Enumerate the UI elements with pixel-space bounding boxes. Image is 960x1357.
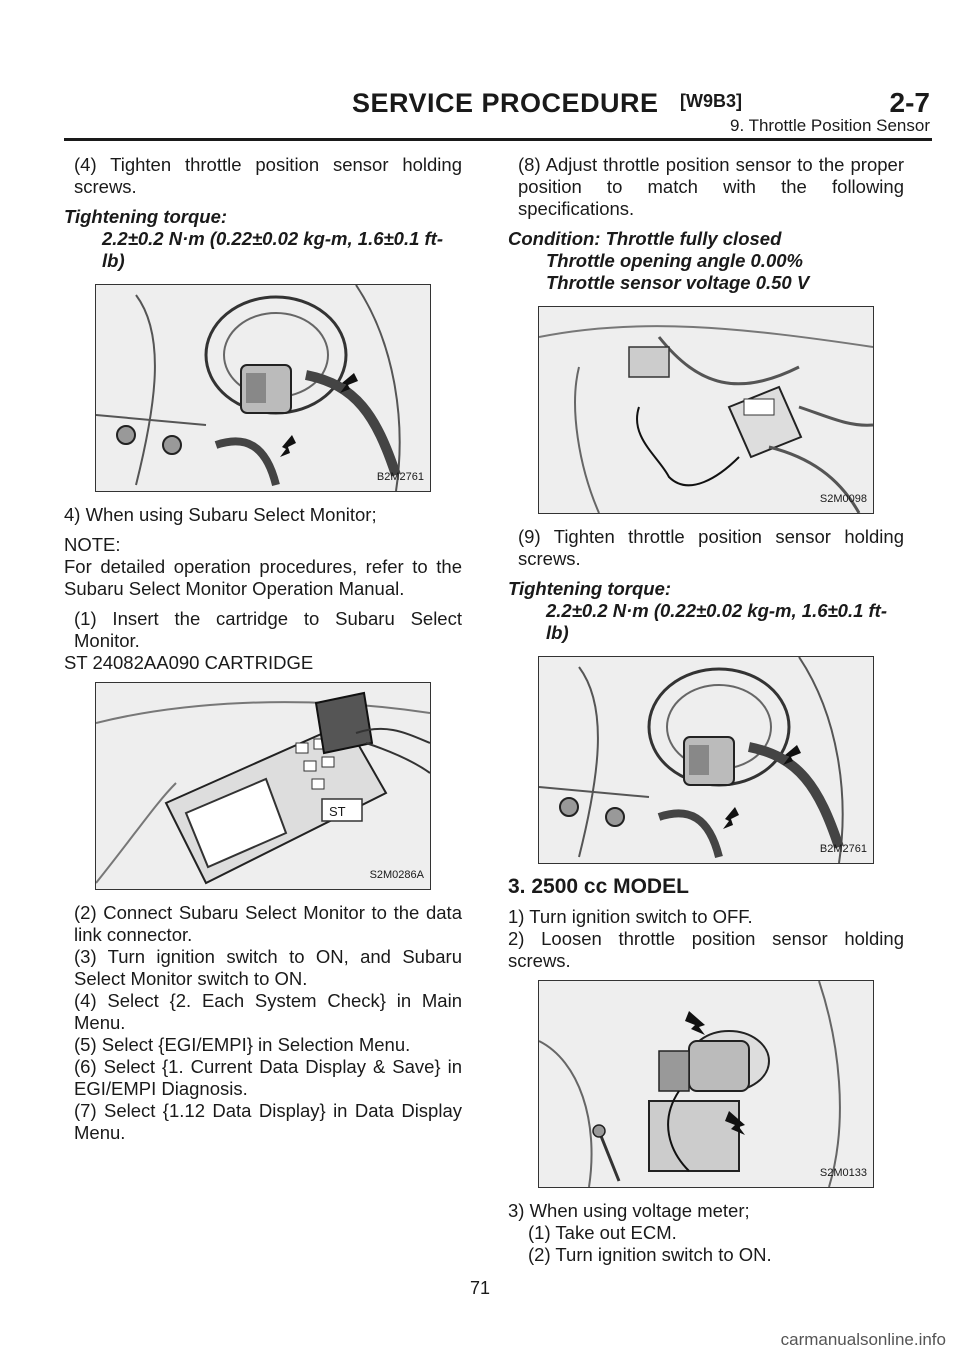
step-voltage-meter: 3) When using voltage meter;	[508, 1200, 750, 1221]
step-select-data-display: (7) Select {1.12 Data Display} in Data Display Menu.	[74, 1100, 462, 1143]
figure-code: S2M0286A	[369, 869, 424, 881]
monitor-connected-illustration	[539, 307, 873, 513]
note-label: NOTE:	[64, 534, 121, 555]
left-column	[64, 154, 462, 1144]
figure-select-monitor	[95, 682, 431, 890]
special-tool-line: ST 24082AA090 CARTRIDGE	[64, 652, 314, 673]
figure-throttle-sensor	[95, 284, 431, 492]
right-column	[508, 154, 904, 1266]
section-heading-2500cc: 3. 2500 cc MODEL	[508, 875, 689, 898]
note-text: For detailed operation procedures, refer to the Subaru Select Monitor Operation Manual.	[64, 556, 462, 599]
section-title: SERVICE PROCEDURE	[352, 88, 659, 118]
special-tool-callout: ST	[329, 804, 346, 819]
step-select-monitor: 4) When using Subaru Select Monitor;	[64, 504, 377, 525]
figure-2500cc-sensor	[538, 980, 874, 1188]
step-select-system-check: (4) Select {2. Each System Check} in Main Menu.	[74, 990, 462, 1033]
step-select-egi: (5) Select {EGI/EMPI} in Selection Menu.	[74, 1034, 411, 1055]
figure-throttle-sensor-2	[538, 656, 874, 864]
step-select-current-data: (6) Select {1. Current Data Display & Save} in EGI/EMPI Diagnosis.	[74, 1056, 462, 1099]
step-tighten-screws: (4) Tighten throttle position sensor holding screws.	[74, 154, 462, 197]
figure-code: S2M0133	[819, 1167, 867, 1179]
condition-voltage: Throttle sensor voltage 0.50 V	[546, 272, 810, 293]
condition-label: Condition: Throttle fully closed	[508, 228, 782, 249]
step-take-out-ecm: (1) Take out ECM.	[528, 1222, 677, 1243]
figure-code: S2M0098	[819, 493, 867, 505]
step-tighten-screws-2: (9) Tighten throttle position sensor holding screws.	[518, 526, 904, 569]
figure-code: B2M2761	[376, 471, 424, 483]
torque-value-2: 2.2±0.2 N·m (0.22±0.02 kg-m, 1.6±0.1 ft-lb)	[546, 600, 887, 643]
step-ignition-on-2: (2) Turn ignition switch to ON.	[528, 1244, 772, 1265]
chapter-number: 2-7	[889, 87, 930, 118]
torque-label-2: Tightening torque:	[508, 578, 672, 599]
page-header	[64, 60, 932, 140]
torque-value: 2.2±0.2 N·m (0.22±0.02 kg-m, 1.6±0.1 ft-lb)	[102, 228, 443, 271]
header-rule	[64, 138, 932, 141]
torque-label: Tightening torque:	[64, 206, 228, 227]
section-code: [W9B3]	[680, 91, 742, 111]
step-adjust-sensor: (8) Adjust throttle position sensor to the proper position to match with the following specifications.	[518, 154, 904, 219]
step-connect-monitor: (2) Connect Subaru Select Monitor to the data link connector.	[74, 902, 462, 945]
throttle-sensor-illustration-2	[539, 657, 873, 863]
step-loosen-screws: 2) Loosen throttle position sensor holding screws.	[508, 928, 904, 971]
figure-monitor-connected	[538, 306, 874, 514]
step-insert-cartridge: (1) Insert the cartridge to Subaru Select Monitor.	[74, 608, 462, 651]
watermark: carmanualsonline.info	[780, 1330, 946, 1349]
select-monitor-illustration	[96, 683, 430, 889]
condition-opening-angle: Throttle opening angle 0.00%	[546, 250, 803, 271]
sensor-2500cc-illustration	[539, 981, 873, 1187]
step-ignition-on: (3) Turn ignition switch to ON, and Subaru Select Monitor switch to ON.	[74, 946, 462, 989]
throttle-sensor-illustration	[96, 285, 430, 491]
section-subtitle: 9. Throttle Position Sensor	[729, 116, 930, 135]
figure-code: B2M2761	[819, 843, 867, 855]
page-number: 71	[469, 1278, 491, 1298]
step-ignition-off: 1) Turn ignition switch to OFF.	[508, 906, 753, 927]
